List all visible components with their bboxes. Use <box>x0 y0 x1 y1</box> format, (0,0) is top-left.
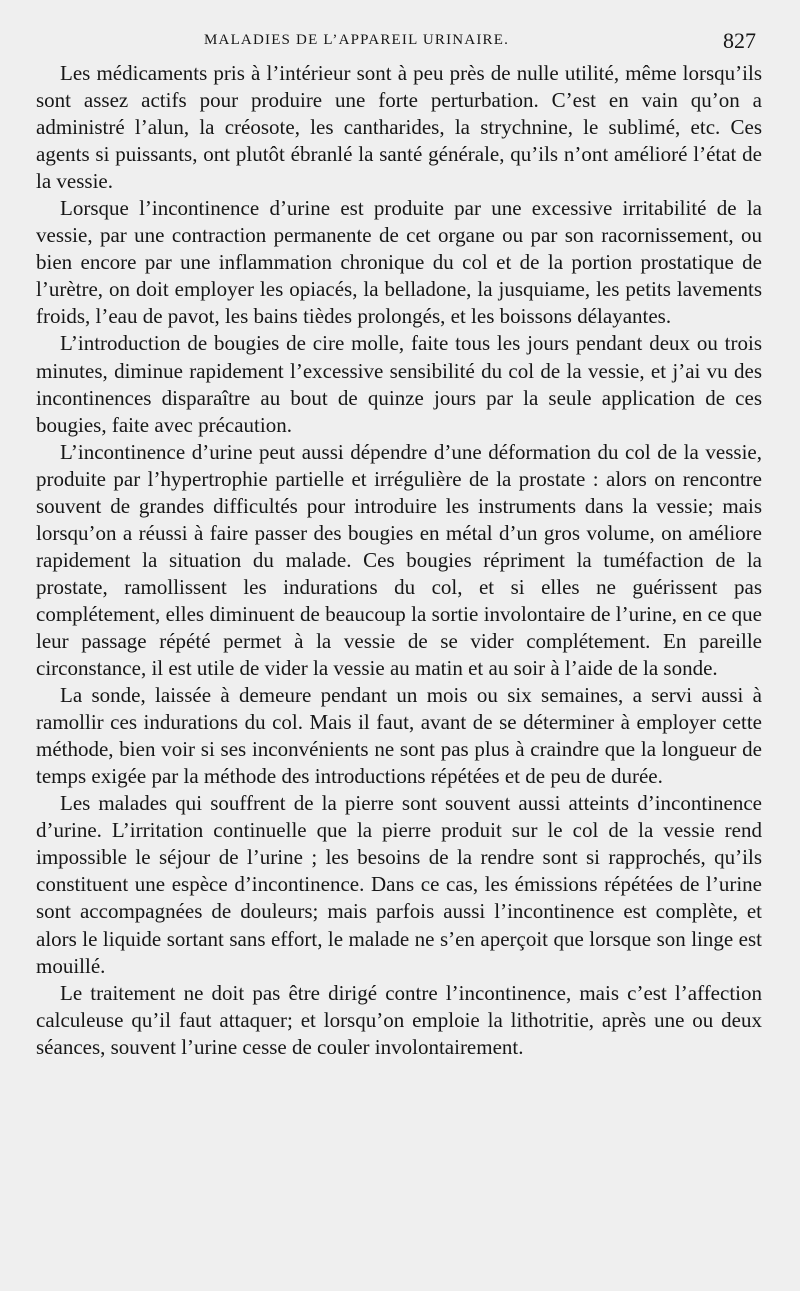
running-title: MALADIES DE L’APPAREIL URINAIRE. <box>204 32 510 48</box>
paragraph-6: Les malades qui souffrent de la pierre sont souvent aussi atteints d’incontinence d’urine. L’irritation continuelle que la pierre produit sur le col de la vessie rend impossible le séjour de l’urine ; les besoins de la rendre sont si rapprochés, qu’ils constituent une espèce d’incontinence. Dans ce cas, les émissions répétées de l’urine sont accompagnées de douleurs; mais parfois aussi l’incontinence est complète, et alors le liquide sortant sans effort, le malade ne s’en aperçoit que lorsque son linge est mouillé. <box>36 791 762 978</box>
paragraph-3: L’introduction de bougies de cire molle, faite tous les jours pendant deux ou trois minutes, diminue rapidement l’excessive sensibilité du col de la vessie, et j’ai vu des incontinences disparaître au bout de quinze jours par la seule application de ces bougies, faite avec précaution. <box>36 331 762 437</box>
page-number: 827 <box>723 28 756 53</box>
paragraph-5: La sonde, laissée à demeure pendant un mois ou six semaines, a servi aussi à ramollir ces indurations du col. Mais il faut, avant de se déterminer à employer cette méthode, bien voir si ses inconvénients ne sont pas plus à craindre que la longueur de temps exigée par la méthode des introductions répétées et de peu de durée. <box>36 683 762 789</box>
paragraph-4: L’incontinence d’urine peut aussi dépendre d’une déformation du col de la vessie, produite par l’hypertrophie partielle et irrégulière de la prostate : alors on rencontre souvent de grandes difficultés pour introduire les instruments dans la vessie; mais lorsqu’on a réussi à faire passer des bougies en métal d’un gros volume, on améliore rapidement la situation du malade. Ces bougies répriment la tuméfaction de la prostate, ramollissent les indurations du col, et si elles ne guérissent pas complétement, elles diminuent de beaucoup la sortie involontaire de l’urine, en ce que leur passage répété permet à la vessie de se vider complétement. En pareille circonstance, il est utile de vider la vessie au matin et au soir à l’aide de la sonde. <box>36 439 762 681</box>
body-text <box>36 60 762 1061</box>
paragraph-2: Lorsque l’incontinence d’urine est produite par une excessive irritabilité de la vessie, par une contraction permanente de cet organe ou par son racornissement, ou bien encore par une inflammation chronique du col et de la portion prostatique de l’urètre, on doit employer les opiacés, la belladone, la jusquiame, les petits lavements froids, l’eau de pavot, les bains tièdes prolongés, et les boissons délayantes. <box>36 196 762 329</box>
paragraph-1: Les médicaments pris à l’intérieur sont à peu près de nulle utilité, même lorsqu’ils sont assez actifs pour produire une forte perturbation. C’est en vain qu’on a administré l’alun, la créosote, les cantharides, la strychnine, le sublimé, etc. Ces agents si puissants, ont plutôt ébranlé la santé générale, qu’ils n’ont amélioré l’état de la vessie. <box>36 61 762 194</box>
paragraph-7: Le traitement ne doit pas être dirigé contre l’incontinence, mais c’est l’affection calculeuse qu’il faut attaquer; et lorsqu’on emploie la lithotritie, après une ou deux séances, souvent l’urine cesse de couler involontairement. <box>36 980 762 1059</box>
page-header <box>36 28 756 56</box>
